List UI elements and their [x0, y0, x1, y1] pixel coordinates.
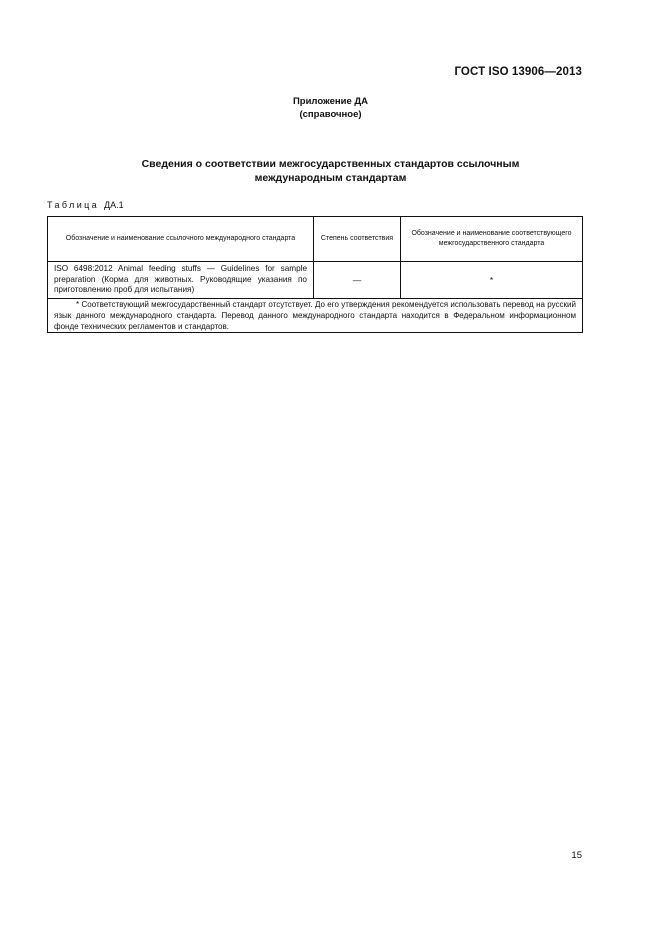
- header-ref-standard: Обозначение и наименование ссылочного международного стандарта: [48, 217, 314, 262]
- cell-ref-standard: ISO 6498:2012 Animal feeding stuffs — Guidelines for sample preparation (Корма для животных. Руководящие указания по приготовлению проб для испытания): [48, 262, 314, 299]
- section-title-line-1: Сведения о соответствии межгосударственных стандартов ссылочным: [141, 158, 520, 170]
- document-code: ГОСТ ISO 13906—2013: [454, 66, 582, 78]
- table-caption-number: ДА.1: [104, 200, 124, 210]
- cell-national-standard: *: [401, 262, 583, 299]
- section-title: [0, 157, 661, 185]
- correspondence-table: [47, 216, 583, 333]
- table-header-row: [48, 217, 583, 262]
- cell-degree: —: [314, 262, 401, 299]
- table-footnote: [48, 299, 583, 333]
- table-row: [48, 262, 583, 299]
- table-footnote-row: [48, 299, 583, 333]
- table-caption: [47, 200, 124, 210]
- section-title-line-2: международным стандартам: [254, 172, 407, 184]
- header-national-standard: Обозначение и наименование соответствующего межгосударственного стандарта: [401, 217, 583, 262]
- footnote-text: * Соответствующий межгосударственный стандарт отсутствует. До его утверждения рекомендуется использовать перевод на русский язык данного международного стандарта. Перевод данного международного стандарта находится в Федеральном информационном фонде технических регламентов и стандартов.: [54, 300, 576, 331]
- table-caption-label: Таблица: [47, 200, 100, 210]
- annex-title: Приложение ДА: [292, 96, 369, 107]
- page-number: 15: [571, 850, 582, 861]
- annex-heading: [0, 95, 661, 121]
- header-degree: Степень соответствия: [314, 217, 401, 262]
- annex-subtitle: (справочное): [299, 109, 362, 120]
